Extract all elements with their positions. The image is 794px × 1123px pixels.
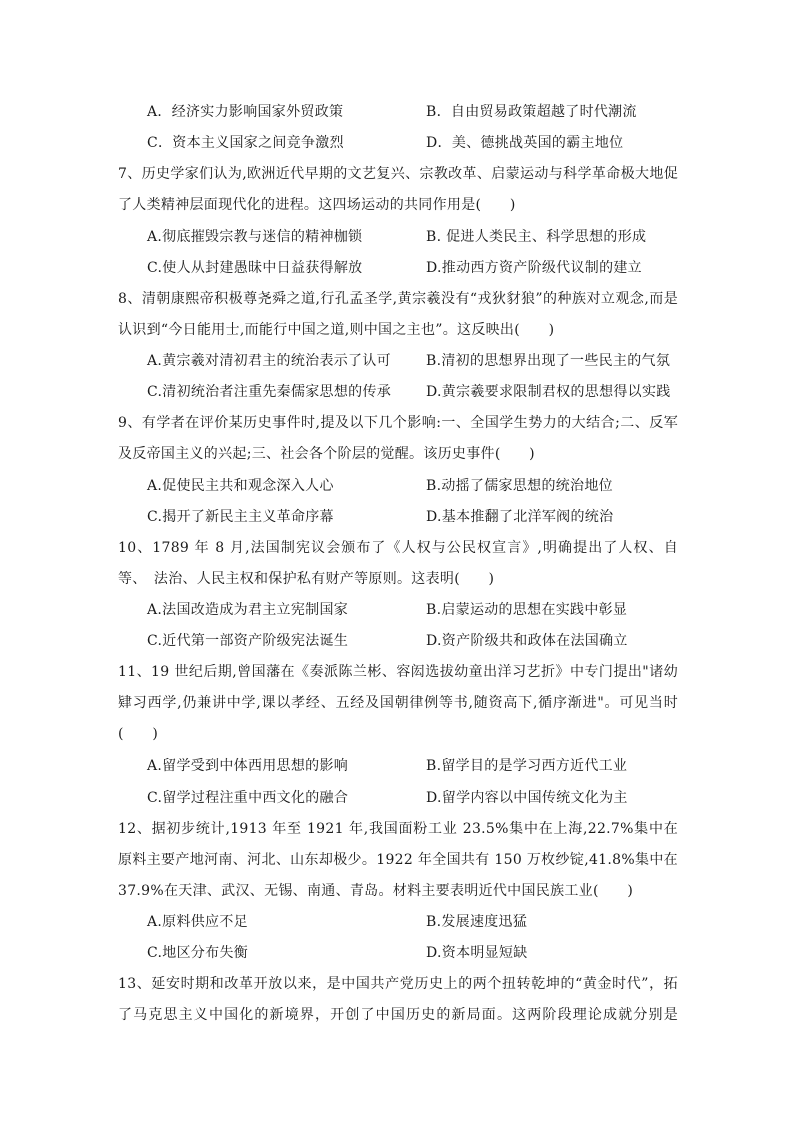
q13-stem — [118, 972, 678, 1027]
q11-stem — [118, 660, 678, 746]
q8-option-d: D.黄宗羲要求限制君权的思想得以实践 — [426, 384, 671, 400]
q12-stem — [118, 817, 678, 903]
q12-options-row-2 — [147, 941, 707, 965]
q11-options-row-1 — [147, 754, 707, 778]
q8-options-row-1 — [147, 349, 707, 373]
q8-option-a: A.黄宗羲对清初君主的统治表示了认可 — [147, 353, 391, 369]
q7-options-row-1 — [147, 225, 707, 249]
q6-options-row-1 — [147, 100, 707, 124]
q12-line-3: 37.9%在天津、武汉、无锡、南通、青岛。材料主要表明近代中国民族工业( ) — [118, 883, 634, 899]
q7-stem — [118, 162, 678, 217]
q8-line-2: 认识到“今日能用士,而能行中国之道,则中国之主也”。这反映出( ) — [118, 322, 555, 338]
q11-line-3: ( ) — [118, 726, 159, 742]
q11-option-d: D.留学内容以中国传统文化为主 — [426, 790, 628, 806]
q12-option-c: C.地区分布失衡 — [147, 945, 249, 961]
q11-line-1: 11、19 世纪后期,曾国藩在《奏派陈兰彬、容闳选拔幼童出洋习艺折》中专门提出"诸幼 — [118, 664, 678, 680]
q13-line-2: 了马克思主义中国化的新境界，开创了中国历史的新局面。这两阶段理论成就分别是 — [118, 1007, 678, 1023]
q7-option-a: A.彻底摧毁宗教与迷信的精神枷锁 — [147, 229, 363, 245]
q10-option-d: D.资产阶级共和政体在法国确立 — [426, 633, 628, 649]
q9-option-d: D.基本推翻了北洋军阀的统治 — [426, 509, 614, 525]
q8-stem — [118, 287, 678, 342]
q9-option-c: C.揭开了新民主主义革命序幕 — [147, 509, 334, 525]
q10-option-a: A.法国改造成为君主立宪制国家 — [147, 602, 349, 618]
q12-option-a: A.原料供应不足 — [147, 914, 248, 930]
q9-options-row-2 — [147, 505, 707, 529]
q6-options-row-2 — [147, 131, 707, 155]
q13-line-1: 13、延安时期和改革开放以来，是中国共产党历史上的两个扭转乾坤的“黄金时代”，拓 — [118, 976, 678, 992]
q6-option-c: C．资本主义国家之间竞争激烈 — [147, 135, 344, 151]
q11-option-b: B.留学目的是学习西方近代工业 — [426, 758, 628, 774]
q11-options-row-2 — [147, 786, 707, 810]
q9-line-2: 及反帝国主义的兴起;三、社会各个阶层的觉醒。该历史事件( ) — [118, 446, 535, 462]
q12-options-row-1 — [147, 910, 707, 934]
q12-option-d: D.资本明显短缺 — [426, 945, 528, 961]
q6-option-a: A．经济实力影响国家外贸政策 — [147, 104, 344, 120]
q8-line-1: 8、清朝康熙帝积极尊尧舜之道,行孔孟圣学,黄宗羲没有“戎狄豺狼”的种族对立观念,而是 — [118, 291, 678, 307]
q7-option-c: C.使人从封建愚昧中日益获得解放 — [147, 260, 363, 276]
q11-option-c: C.留学过程注重中西文化的融合 — [147, 790, 349, 806]
q12-line-1: 12、据初步统计,1913 年至 1921 年,我国面粉工业 23.5%集中在上海,22.7%集中在 — [118, 821, 678, 837]
q7-options-row-2 — [147, 256, 707, 280]
q7-option-b: B. 促进人类民主、科学思想的形成 — [426, 229, 647, 245]
q8-options-row-2 — [147, 380, 707, 404]
q10-options-row-2 — [147, 629, 707, 653]
q8-option-b: B.清初的思想界出现了一些民主的气氛 — [426, 353, 671, 369]
q11-option-a: A.留学受到中体西用思想的影响 — [147, 758, 349, 774]
q10-options-row-1 — [147, 598, 707, 622]
q9-options-row-1 — [147, 474, 707, 498]
q11-line-2: 肄习西学,仍兼讲中学,课以孝经、五经及国朝律例等书,随资高下,循序渐进"。可见当时 — [118, 695, 678, 711]
q6-option-d: D．美、德挑战英国的霸主地位 — [426, 135, 624, 151]
q9-option-a: A.促使民主共和观念深入人心 — [147, 478, 334, 494]
q10-line-2: 等、 法治、人民主权和保护私有财产等原则。这表明( ) — [118, 571, 495, 587]
q8-option-c: C.清初统治者注重先秦儒家思想的传承 — [147, 384, 392, 400]
q6-option-b: B．自由贸易政策超越了时代潮流 — [426, 104, 637, 120]
q10-option-c: C.近代第一部资产阶级宪法诞生 — [147, 633, 349, 649]
q7-line-1: 7、历史学家们认为,欧洲近代早期的文艺复兴、宗教改革、启蒙运动与科学革命极大地促 — [118, 166, 678, 182]
q10-stem — [118, 536, 678, 591]
q7-line-2: 了人类精神层面现代化的进程。这四场运动的共同作用是( ) — [118, 197, 516, 213]
q7-option-d: D.推动西方资产阶级代议制的建立 — [426, 260, 642, 276]
q12-line-2: 原料主要产地河南、河北、山东却极少。1922 年全国共有 150 万枚纱锭,41.8%集中在 — [118, 852, 678, 868]
q9-option-b: B.动摇了儒家思想的统治地位 — [426, 478, 613, 494]
q9-line-1: 9、有学者在评价某历史事件时,提及以下几个影响:一、全国学生势力的大结合;二、反军 — [118, 415, 678, 431]
q10-line-1: 10、1789 年 8 月,法国制宪议会颁布了《人权与公民权宣言》,明确提出了人权、自 — [118, 540, 678, 556]
q12-option-b: B.发展速度迅猛 — [426, 914, 528, 930]
q9-stem — [118, 411, 678, 466]
q10-option-b: B.启蒙运动的思想在实践中彰显 — [426, 602, 628, 618]
